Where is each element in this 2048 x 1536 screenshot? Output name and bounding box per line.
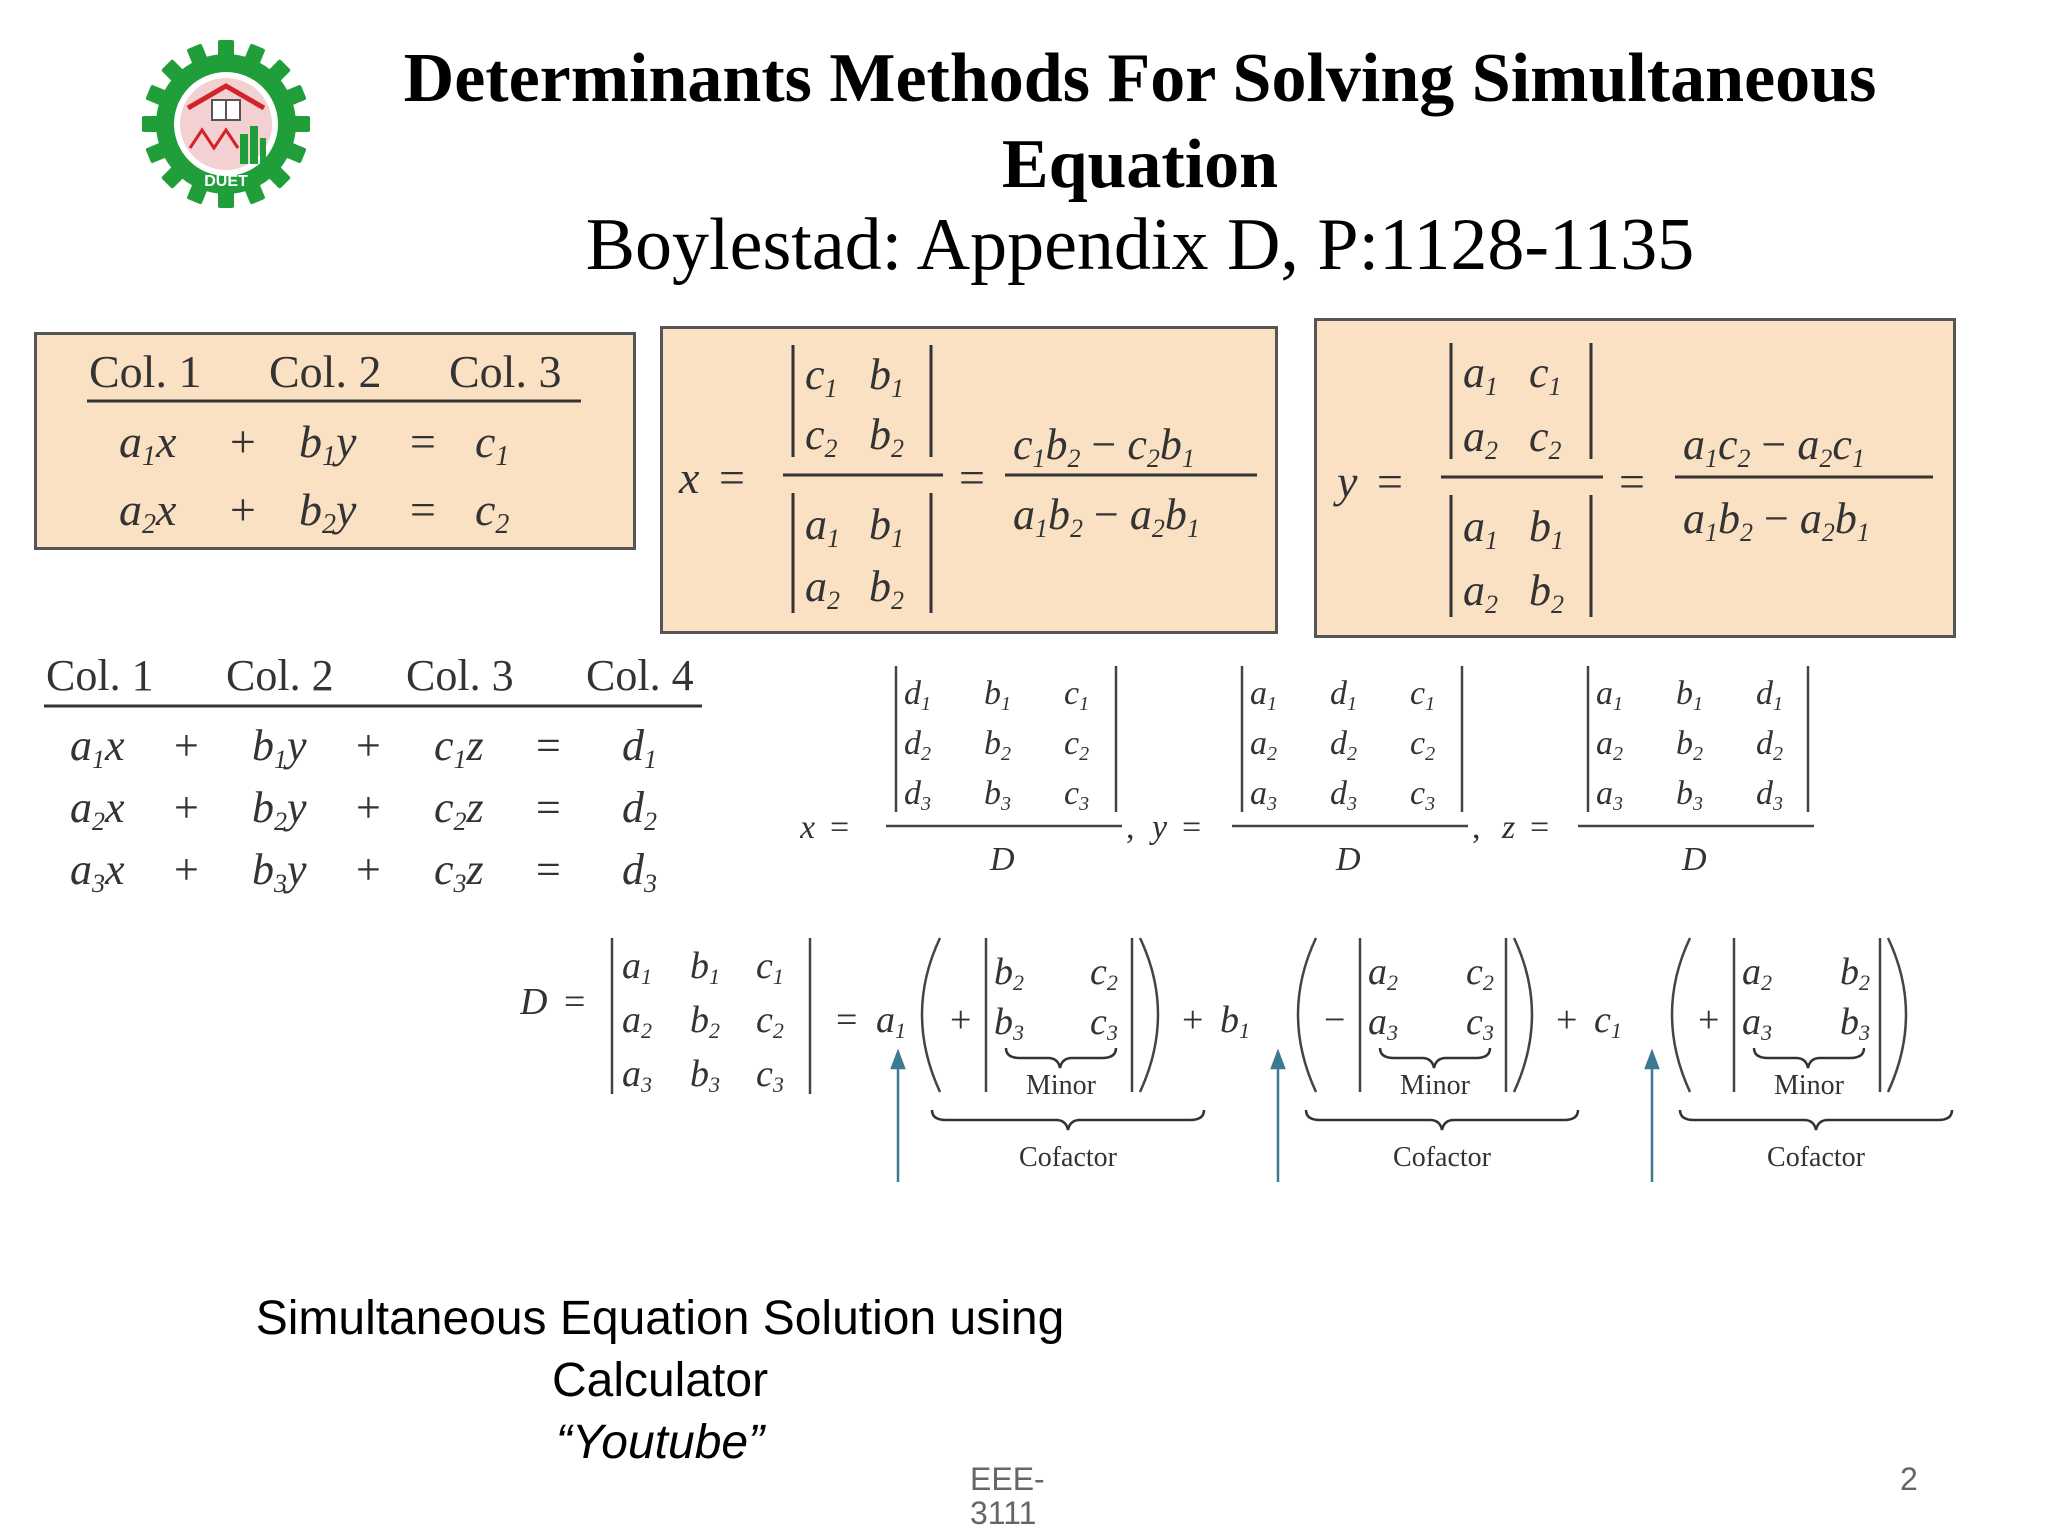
svg-text:b1: b1 [1529, 502, 1564, 555]
svg-text:b1: b1 [869, 350, 904, 403]
svg-text:b2: b2 [1529, 566, 1564, 619]
two-equation-table [37, 335, 633, 547]
svg-text:a1c2 − a2c1: a1c2 − a2c1 [1683, 420, 1865, 473]
svg-text:a3: a3 [1596, 775, 1623, 815]
svg-text:d3: d3 [904, 775, 931, 815]
svg-text:c1b2 − c2b1: c1b2 − c2b1 [1013, 420, 1195, 473]
svg-text:D: D [520, 981, 548, 1023]
svg-text:c1: c1 [1529, 348, 1562, 401]
svg-text:c1: c1 [475, 416, 510, 472]
footer-line-1: Simultaneous Equation Solution using [255, 1292, 1065, 1345]
svg-text:c3: c3 [1410, 775, 1436, 815]
svg-text:=: = [564, 981, 586, 1023]
logo-text: DUET [204, 173, 248, 190]
svg-text:a2: a2 [1250, 725, 1277, 765]
eq3-row-1 [70, 721, 657, 774]
svg-text:d1: d1 [1756, 675, 1783, 715]
svg-text:=: = [719, 452, 745, 503]
svg-text:+: + [356, 721, 381, 770]
svg-text:d2: d2 [622, 783, 657, 836]
svg-text:a1: a1 [876, 999, 906, 1043]
svg-text:d1: d1 [1330, 675, 1357, 715]
svg-text:y: y [1337, 456, 1358, 507]
course-code-line-2: 3111 [970, 1495, 1037, 1531]
svg-text:y: y [1152, 809, 1168, 846]
svg-text:=: = [836, 999, 858, 1041]
minor-label-1: Minor [1026, 1070, 1096, 1101]
cofactor-label-3: Cofactor [1767, 1142, 1865, 1173]
svg-text:b2: b2 [984, 725, 1011, 765]
svg-text:x: x [800, 809, 816, 846]
svg-text:a2: a2 [1463, 566, 1498, 619]
svg-text:=: = [536, 845, 561, 894]
svg-text:D: D [1682, 841, 1707, 878]
table3-header-2: Col. 2 [226, 651, 334, 700]
svg-text:D: D [1336, 841, 1361, 878]
svg-text:b1: b1 [1676, 675, 1703, 715]
svg-text:c3z: c3z [434, 845, 484, 898]
svg-text:c2: c2 [1090, 951, 1118, 995]
svg-text:b2: b2 [690, 999, 720, 1043]
svg-text:c2: c2 [475, 484, 510, 540]
svg-text:−: − [1324, 999, 1346, 1041]
svg-text:c2z: c2z [434, 783, 484, 836]
svg-text:a2: a2 [805, 562, 840, 615]
svg-text:,: , [1472, 809, 1481, 846]
svg-text:a1b2 − a2b1: a1b2 − a2b1 [1683, 494, 1870, 547]
svg-text:a2: a2 [1742, 951, 1772, 995]
two-equation-table-panel [34, 332, 636, 550]
svg-text:b2: b2 [869, 562, 904, 615]
cofactor-label-2: Cofactor [1393, 1142, 1491, 1173]
table2-header-1: Col. 1 [89, 346, 202, 397]
table3-header-1: Col. 1 [46, 651, 154, 700]
svg-text:c1z: c1z [434, 721, 484, 774]
slide-title: Determinants Methods For Solving Simultaneous Equation [403, 40, 1877, 203]
svg-text:b3: b3 [690, 1053, 720, 1097]
svg-text:a2x: a2x [70, 783, 125, 836]
svg-text:=: = [830, 809, 850, 846]
svg-text:+: + [174, 783, 199, 832]
svg-text:a2: a2 [1596, 725, 1623, 765]
svg-text:=: = [407, 484, 439, 535]
svg-text:b1: b1 [1220, 999, 1250, 1043]
svg-text:a3: a3 [1742, 1001, 1772, 1045]
svg-text:c2: c2 [1529, 412, 1562, 465]
svg-text:a1x: a1x [119, 416, 177, 472]
svg-text:b2: b2 [994, 951, 1024, 995]
svg-text:+: + [356, 783, 381, 832]
svg-text:+: + [1556, 999, 1578, 1041]
svg-text:b2: b2 [869, 410, 904, 463]
svg-text:c2: c2 [756, 999, 784, 1043]
svg-text:b1: b1 [869, 500, 904, 553]
svg-text:d3: d3 [1756, 775, 1783, 815]
svg-text:=: = [1377, 456, 1403, 507]
slide-subtitle: Boylestad: Appendix D, P:1128-1135 [585, 204, 1695, 286]
equation-row-1 [119, 416, 509, 472]
svg-text:d1: d1 [904, 675, 931, 715]
svg-text:+: + [950, 999, 972, 1041]
svg-text:D: D [990, 841, 1015, 878]
svg-text:x: x [679, 452, 700, 503]
svg-text:b2y: b2y [299, 484, 357, 540]
x-formula-panel [660, 326, 1278, 634]
svg-text:=: = [407, 416, 439, 467]
svg-text:c1: c1 [805, 350, 838, 403]
svg-text:c2: c2 [1410, 725, 1436, 765]
minor-label-2: Minor [1400, 1070, 1470, 1101]
svg-text:b2: b2 [1676, 725, 1703, 765]
svg-text:a1b2 − a2b1: a1b2 − a2b1 [1013, 490, 1200, 543]
course-code-line-1: EEE- [970, 1461, 1045, 1497]
svg-text:c2: c2 [1466, 951, 1494, 995]
svg-text:+: + [1182, 999, 1204, 1041]
svg-text:a2: a2 [622, 999, 652, 1043]
svg-text:d3: d3 [1330, 775, 1357, 815]
svg-text:c3: c3 [1090, 1001, 1118, 1045]
svg-text:=: = [536, 721, 561, 770]
x-cramer-formula [663, 329, 1275, 631]
cramer-rule-3x3 [800, 660, 1820, 900]
svg-text:=: = [1619, 456, 1645, 507]
svg-text:c2: c2 [805, 410, 838, 463]
equation-row-2 [119, 484, 509, 540]
svg-text:a2: a2 [1368, 951, 1398, 995]
svg-text:+: + [174, 721, 199, 770]
y-formula-panel [1314, 318, 1956, 638]
svg-text:+: + [227, 484, 259, 535]
page-number: 2 [1900, 1461, 1918, 1497]
eq3-row-3 [70, 845, 657, 898]
svg-text:b2y: b2y [252, 783, 307, 836]
svg-text:a1: a1 [1463, 502, 1498, 555]
svg-text:d2: d2 [1756, 725, 1783, 765]
svg-text:d2: d2 [904, 725, 931, 765]
svg-text:=: = [1530, 809, 1550, 846]
svg-text:=: = [1182, 809, 1202, 846]
svg-text:a2x: a2x [119, 484, 177, 540]
svg-text:+: + [356, 845, 381, 894]
svg-text:c3: c3 [1064, 775, 1090, 815]
svg-text:b3: b3 [1840, 1001, 1870, 1045]
svg-text:b1: b1 [690, 945, 720, 989]
table3-header-4: Col. 4 [586, 651, 694, 700]
svg-text:d1: d1 [622, 721, 657, 774]
svg-text:c1: c1 [1410, 675, 1436, 715]
svg-text:=: = [536, 783, 561, 832]
three-equation-table [34, 648, 724, 910]
table2-header-3: Col. 3 [449, 346, 562, 397]
svg-text:a1: a1 [805, 500, 840, 553]
svg-text:b3: b3 [1676, 775, 1703, 815]
cofactor-label-1: Cofactor [1019, 1142, 1117, 1173]
footer-line-2: Calculator [551, 1354, 769, 1407]
svg-text:+: + [227, 416, 259, 467]
svg-text:,: , [1126, 809, 1135, 846]
svg-text:a1x: a1x [70, 721, 125, 774]
svg-text:b2: b2 [1840, 951, 1870, 995]
svg-text:c1: c1 [1594, 999, 1622, 1043]
svg-text:a3x: a3x [70, 845, 125, 898]
svg-text:c3: c3 [1466, 1001, 1494, 1045]
duet-logo [140, 38, 312, 210]
svg-text:b1y: b1y [299, 416, 357, 472]
svg-text:c1: c1 [756, 945, 784, 989]
cofactor-expansion [520, 924, 1960, 1184]
minor-label-3: Minor [1774, 1070, 1844, 1101]
svg-text:a3: a3 [622, 1053, 652, 1097]
table2-header-2: Col. 2 [269, 346, 382, 397]
svg-text:b3y: b3y [252, 845, 307, 898]
svg-text:a3: a3 [1250, 775, 1277, 815]
svg-text:c1: c1 [1064, 675, 1090, 715]
svg-text:a1: a1 [1250, 675, 1277, 715]
svg-text:d3: d3 [622, 845, 657, 898]
svg-text:+: + [174, 845, 199, 894]
eq3-row-2 [70, 783, 657, 836]
y-cramer-formula [1317, 321, 1953, 635]
youtube-link[interactable]: “Youtube” [555, 1416, 765, 1469]
svg-text:a1: a1 [1463, 348, 1498, 401]
table3-header-3: Col. 3 [406, 651, 514, 700]
svg-text:z: z [1502, 809, 1516, 846]
svg-text:b1y: b1y [252, 721, 307, 774]
svg-text:b1: b1 [984, 675, 1011, 715]
svg-text:c3: c3 [756, 1053, 784, 1097]
svg-text:a1: a1 [1596, 675, 1623, 715]
svg-text:d2: d2 [1330, 725, 1357, 765]
svg-text:b3: b3 [994, 1001, 1024, 1045]
svg-text:b3: b3 [984, 775, 1011, 815]
svg-text:a3: a3 [1368, 1001, 1398, 1045]
svg-text:+: + [1698, 999, 1720, 1041]
svg-text:=: = [959, 452, 985, 503]
svg-text:a2: a2 [1463, 412, 1498, 465]
svg-text:a1: a1 [622, 945, 652, 989]
svg-text:c2: c2 [1064, 725, 1090, 765]
